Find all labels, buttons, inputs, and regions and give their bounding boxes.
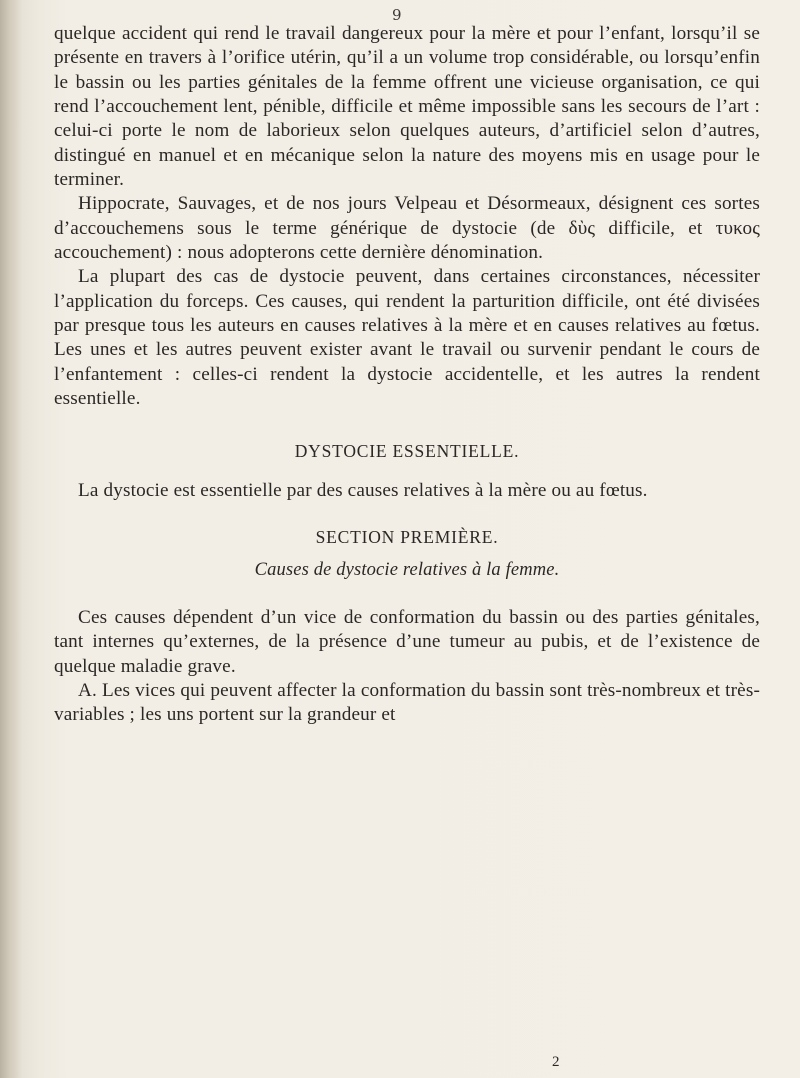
paragraph-essentielle: La dystocie est essentielle par des causes relatives à la mère ou au fœtus. [78, 479, 648, 501]
paragraph-vices: A. Les vices qui peuvent affecter la conformation du bassin sont très-nombreux et très-variables ; les uns portent sur la grandeur et [54, 679, 760, 726]
binding-shadow [0, 0, 22, 1078]
paragraph-intro: quelque accident qui rend le travail dangereux pour la mère et pour l’enfant, lorsqu’il se présente en travers à l’orifice utérin, qu’il a un volume trop considérable, ou lorsqu’enfin le bassin ou les parties génitales de la femme offrent une vicieuse organisation, ce qui rend l’accouchement lent, pénible, difficile et même impossible sans les secours de l’art : celui-ci porte le nom de laborieux selon quelques auteurs, d’artificiel selon d’autres, distingué en manuel et en mécanique selon la nature des moyens mis en usage pour le terminer. [54, 23, 760, 191]
section-subtitle: Causes de dystocie relatives à la femme. [254, 559, 560, 580]
signature-mark: 2 [552, 1054, 560, 1070]
body-text [54, 22, 760, 728]
paragraph-hippocrate: Hippocrate, Sauvages, et de nos jours Velpeau et Désormeaux, désignent ces sortes d’accouchemens sous le terme générique de dystocie (de δὺς difficile, et τυκος accouchement) : nous adopterons cette dernière dénomination. [54, 193, 760, 264]
paragraph-plupart: La plupart des cas de dystocie peuvent, dans certaines circonstances, nécessiter l’application du forceps. Ces causes, qui rendent la parturition difficile, ont été divisées par presque tous les auteurs en causes relatives à la mère et en causes relatives au fœtus. Les unes et les autres peuvent exister avant le travail ou survenir pendant le cours de l’enfantement : celles-ci rendent la dystocie accidentelle, et les autres la rendent essentielle. [54, 266, 760, 410]
page-number: 9 [392, 6, 402, 24]
heading-section-premiere: SECTION PREMIÈRE. [315, 527, 499, 548]
heading-dystocie-essentielle: DYSTOCIE ESSENTIELLE. [294, 440, 520, 461]
paragraph-causes: Ces causes dépendent d’un vice de conformation du bassin ou des parties génitales, tant internes qu’externes, de la présence d’une tumeur au pubis, et de l’existence de quelque maladie grave. [54, 606, 760, 677]
